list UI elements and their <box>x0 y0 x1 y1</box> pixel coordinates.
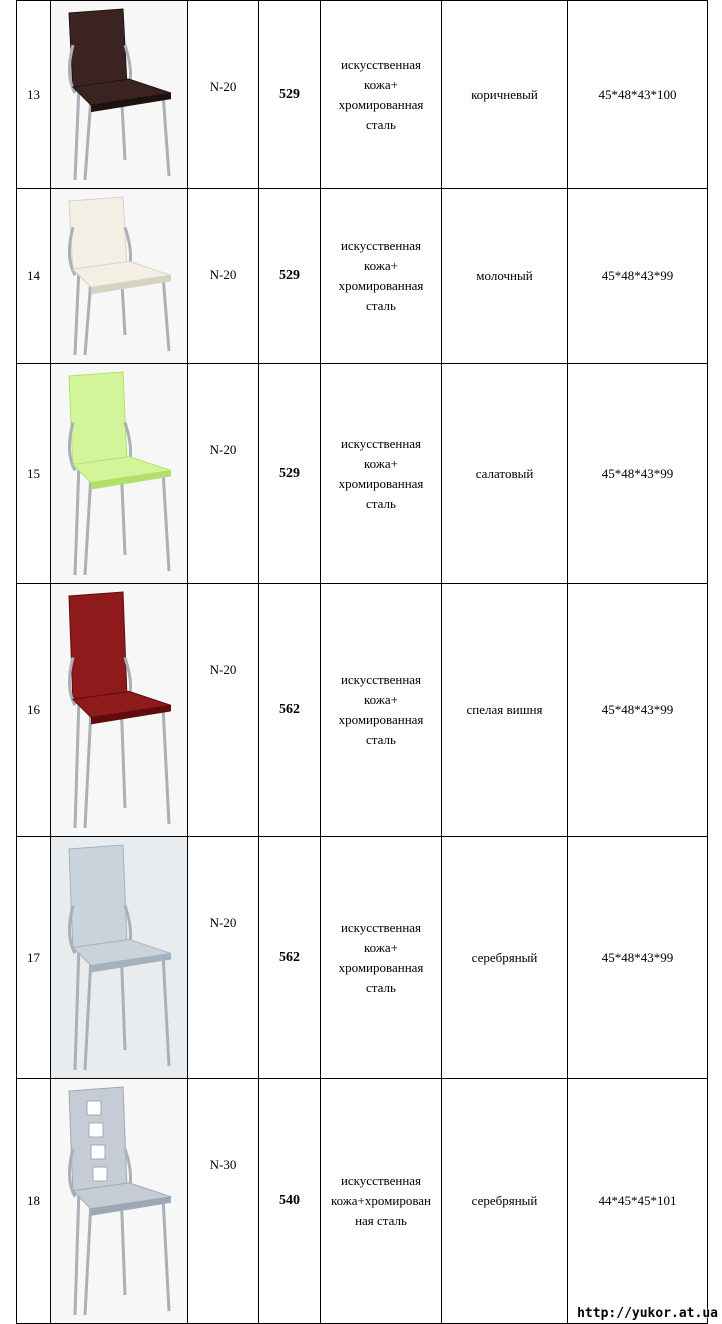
color-cell: серебряный <box>442 837 568 1079</box>
material-cell: искусственная кожа+ хромированная сталь <box>321 584 442 837</box>
material-cell: искусственная кожа+ хромированная сталь <box>321 189 442 364</box>
dimensions-cell: 45*48*43*99 <box>568 837 708 1079</box>
color-cell: спелая вишня <box>442 584 568 837</box>
chair-image-cell <box>51 1 188 189</box>
chair-image-cell <box>51 584 188 837</box>
table-row <box>17 1 708 189</box>
material-cell: искусственная кожа+хромирован ная сталь <box>321 1079 442 1324</box>
model-code: N-20 <box>209 267 237 282</box>
color-cell: коричневый <box>442 1 568 189</box>
row-number: 17 <box>17 837 51 1079</box>
price-cell: 562 <box>259 584 321 837</box>
table-row <box>17 189 708 364</box>
table-row <box>17 364 708 584</box>
lime-leather-chair-photo <box>51 364 188 583</box>
model-code: N-30 <box>209 1157 237 1172</box>
row-number: 13 <box>17 1 51 189</box>
material-cell: искусственная кожа+ хромированная сталь <box>321 837 442 1079</box>
table-row <box>17 584 708 837</box>
table-row <box>17 837 708 1079</box>
chair-image-cell <box>51 837 188 1079</box>
table-row <box>17 1079 708 1324</box>
chair-image-cell <box>51 1079 188 1324</box>
model-cell <box>188 364 259 584</box>
price-cell: 562 <box>259 837 321 1079</box>
model-code: N-20 <box>209 79 237 94</box>
row-number: 16 <box>17 584 51 837</box>
dimensions-cell: 45*48*43*99 <box>568 189 708 364</box>
price-cell: 529 <box>259 1 321 189</box>
brown-leather-chair-photo <box>51 1 188 188</box>
row-number: 15 <box>17 364 51 584</box>
model-code: N-20 <box>209 915 237 930</box>
product-table <box>16 0 708 1324</box>
dimensions-cell: 44*45*45*101 <box>568 1079 708 1324</box>
chair-image-cell <box>51 364 188 584</box>
dimensions-cell: 45*48*43*100 <box>568 1 708 189</box>
color-cell: салатовый <box>442 364 568 584</box>
model-cell <box>188 189 259 364</box>
model-code: N-20 <box>209 442 237 457</box>
cherry-leather-chair-photo <box>51 584 188 836</box>
price-cell: 529 <box>259 189 321 364</box>
color-cell: молочный <box>442 189 568 364</box>
row-number: 18 <box>17 1079 51 1324</box>
silver-leather-chair-photo <box>51 837 188 1078</box>
price-cell: 529 <box>259 364 321 584</box>
price-cell: 540 <box>259 1079 321 1324</box>
silver-square-pattern-chair-photo <box>51 1079 188 1323</box>
color-cell: серебряный <box>442 1079 568 1324</box>
model-cell <box>188 1079 259 1324</box>
model-cell <box>188 584 259 837</box>
chair-image-cell <box>51 189 188 364</box>
material-cell: искусственная кожа+ хромированная сталь <box>321 364 442 584</box>
model-cell <box>188 1 259 189</box>
milk-leather-chair-photo <box>51 189 188 363</box>
model-code: N-20 <box>209 662 237 677</box>
material-cell: искусственная кожа+ хромированная сталь <box>321 1 442 189</box>
row-number: 14 <box>17 189 51 364</box>
site-watermark: http://yukor.at.ua <box>577 1306 718 1321</box>
dimensions-cell: 45*48*43*99 <box>568 364 708 584</box>
model-cell <box>188 837 259 1079</box>
dimensions-cell: 45*48*43*99 <box>568 584 708 837</box>
